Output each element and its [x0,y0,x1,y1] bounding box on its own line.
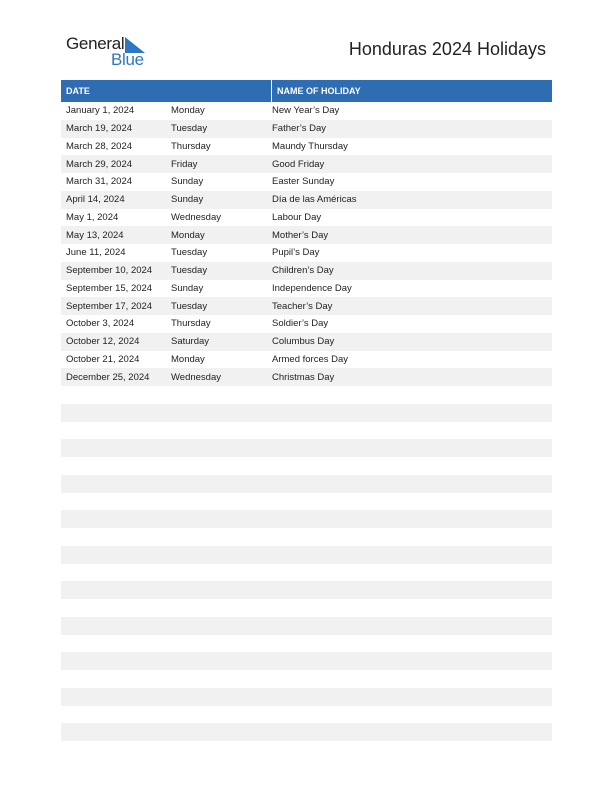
holiday-name-cell: Maundy Thursday [272,140,348,152]
table-row [61,652,552,670]
logo-word-blue: Blue [111,50,144,69]
holiday-name-cell: Easter Sunday [272,176,335,188]
holiday-date-cell: September 17, 2024 [66,300,153,312]
table-row [61,138,552,156]
weekday-cell: Wednesday [171,211,221,223]
weekday-cell: Sunday [171,282,204,294]
holiday-name-cell: Armed forces Day [272,353,349,365]
table-row [61,173,552,191]
holiday-date-cell: January 1, 2024 [66,105,135,117]
weekday-cell: Friday [171,158,198,170]
table-row [61,688,552,706]
logo-word-general: General [66,34,125,53]
column-header-holiday-name: NAME OF HOLIDAY [272,80,552,102]
table-body [61,102,552,741]
holiday-date-cell: March 19, 2024 [66,123,133,135]
weekday-cell: Monday [171,229,205,241]
holiday-name-cell: Soldier’s Day [272,318,329,330]
table-row [61,244,552,262]
table-row [61,280,552,298]
holiday-name-cell: Columbus Day [272,336,335,348]
holiday-date-cell: March 28, 2024 [66,140,133,152]
weekday-cell: Sunday [171,176,204,188]
holiday-name-cell: Father’s Day [272,123,327,135]
table-row [61,262,552,280]
generalblue-logo [66,34,156,70]
table-row [61,475,552,493]
holiday-date-cell: March 31, 2024 [66,176,133,188]
table-row [61,191,552,209]
holiday-date-cell: October 12, 2024 [66,336,140,348]
holiday-date-cell: March 29, 2024 [66,158,133,170]
table-header [61,80,552,102]
table-row [61,102,552,120]
table-row [61,386,552,404]
table-row [61,599,552,617]
table-row [61,226,552,244]
weekday-cell: Wednesday [171,371,221,383]
holiday-date-cell: April 14, 2024 [66,194,125,206]
column-header-date: DATE [61,80,271,102]
table-row [61,564,552,582]
holiday-name-cell: Día de las Américas [272,194,357,206]
table-row [61,297,552,315]
table-row [61,493,552,511]
holiday-date-cell: May 1, 2024 [66,211,119,223]
table-row [61,120,552,138]
weekday-cell: Tuesday [171,247,208,259]
table-row [61,457,552,475]
holiday-name-cell: Mother’s Day [272,229,329,241]
weekday-cell: Saturday [171,336,210,348]
holiday-date-cell: December 25, 2024 [66,371,150,383]
table-row [61,635,552,653]
holiday-name-cell: Children’s Day [272,265,334,277]
table-row [61,723,552,741]
table-row [61,528,552,546]
table-row [61,404,552,422]
table-row [61,617,552,635]
table-row [61,581,552,599]
weekday-cell: Tuesday [171,265,208,277]
table-row [61,706,552,724]
holiday-name-cell: Teacher’s Day [272,300,333,312]
holiday-date-cell: June 11, 2024 [66,247,126,259]
holiday-name-cell: Good Friday [272,158,325,170]
holiday-name-cell: Independence Day [272,282,352,294]
table-row [61,546,552,564]
holiday-date-cell: September 10, 2024 [66,265,153,277]
table-row [61,209,552,227]
table-row [61,351,552,369]
holiday-name-cell: New Year’s Day [272,105,340,117]
holidays-table [61,80,552,741]
holiday-date-cell: May 13, 2024 [66,229,124,241]
page-title: Honduras 2024 Holidays [348,39,546,59]
weekday-cell: Monday [171,105,205,117]
weekday-cell: Thursday [171,318,211,330]
holiday-name-cell: Christmas Day [272,371,335,383]
holiday-date-cell: October 21, 2024 [66,353,140,365]
table-row [61,315,552,333]
weekday-cell: Tuesday [171,123,208,135]
table-row [61,333,552,351]
weekday-cell: Tuesday [171,300,208,312]
table-row [61,422,552,440]
table-row [61,368,552,386]
holiday-date-cell: October 3, 2024 [66,318,135,330]
table-row [61,155,552,173]
holiday-name-cell: Pupil’s Day [272,247,320,259]
weekday-cell: Monday [171,353,205,365]
holiday-date-cell: September 15, 2024 [66,282,153,294]
table-row [61,510,552,528]
holiday-name-cell: Labour Day [272,211,322,223]
table-row [61,670,552,688]
weekday-cell: Sunday [171,194,204,206]
weekday-cell: Thursday [171,140,211,152]
table-row [61,439,552,457]
